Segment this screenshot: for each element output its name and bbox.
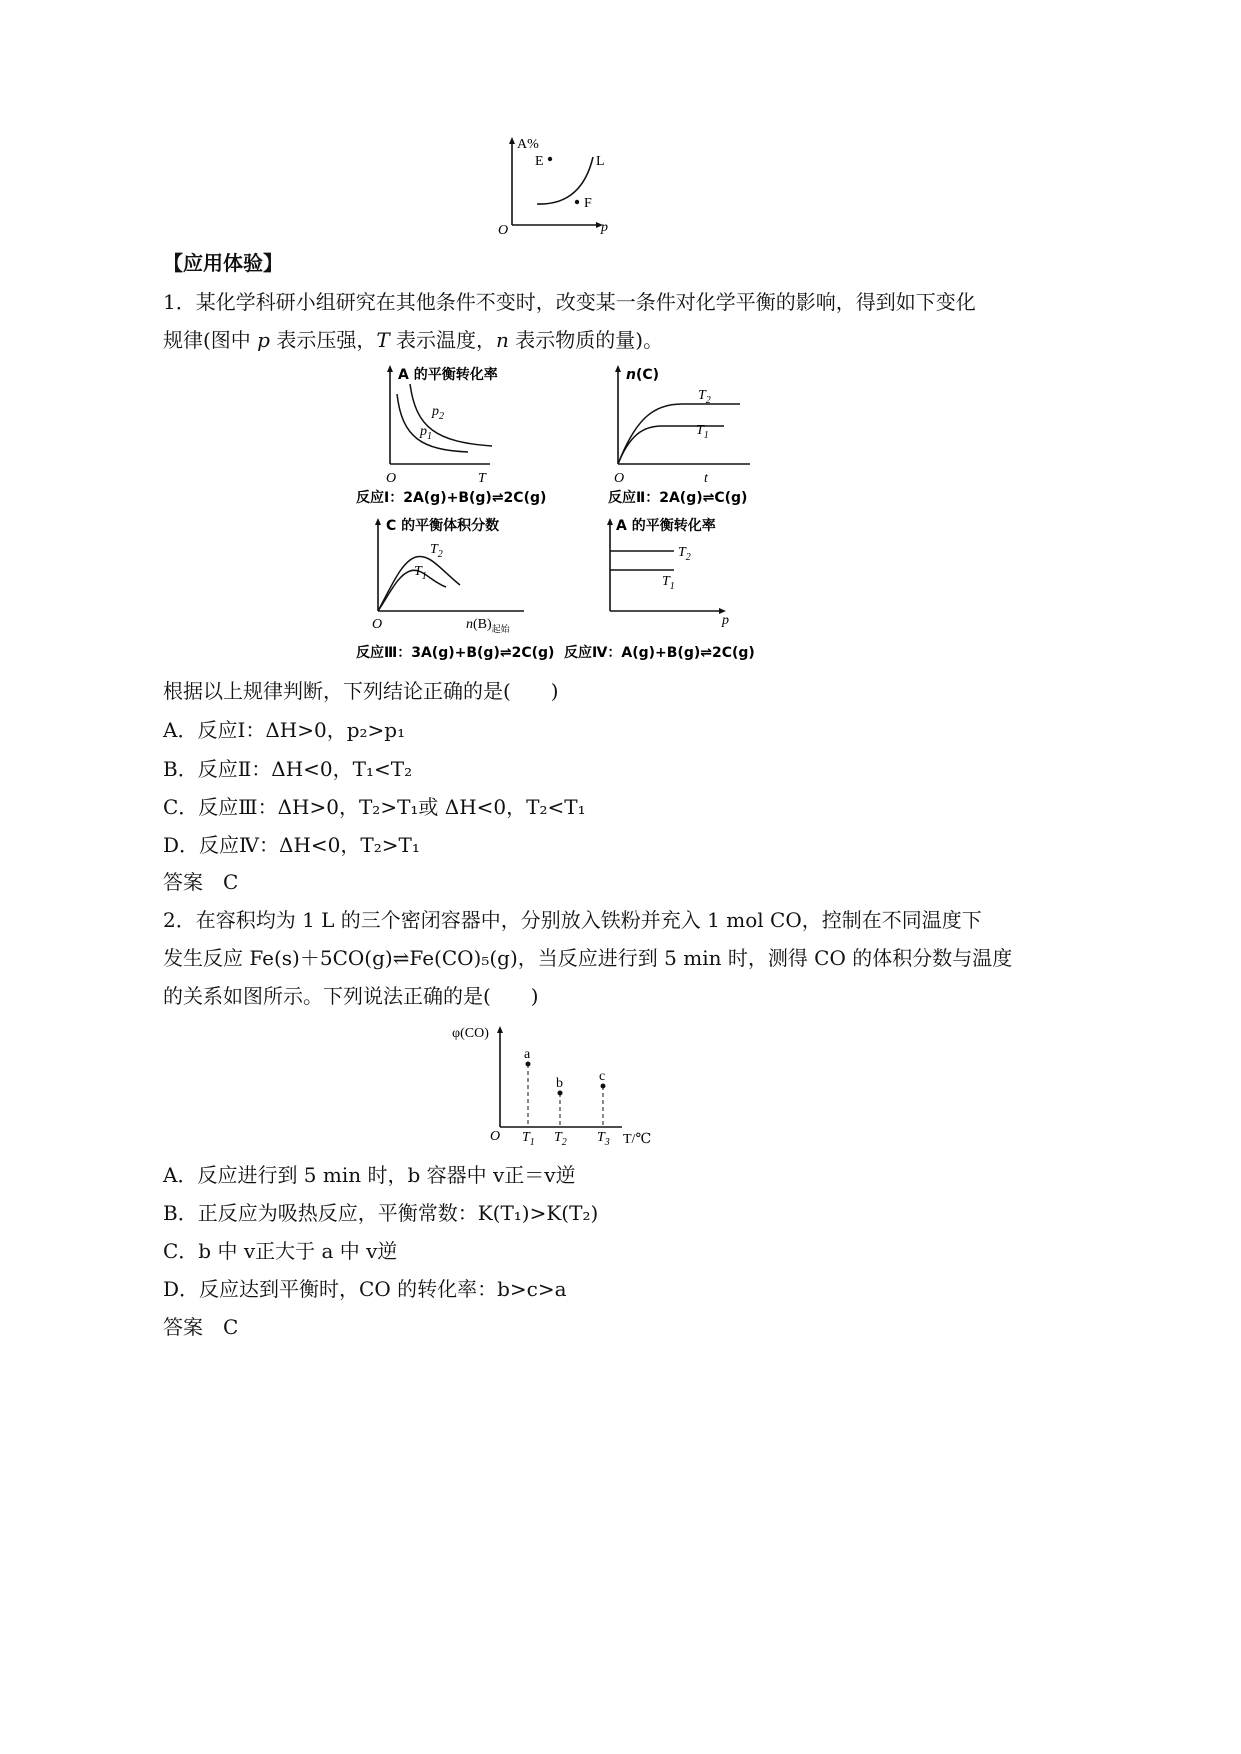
- chart2-series-t2: $T_2$: [698, 388, 711, 406]
- chart-reaction-4: [562, 515, 762, 667]
- chart2-x-label: t: [704, 471, 708, 486]
- chart1-series-p1: $p_1$: [420, 424, 432, 442]
- chart3-origin: O: [372, 617, 383, 632]
- chart3-series-t1: $T_1$: [414, 564, 427, 582]
- q1-line2-a: 规律(图中: [163, 328, 258, 352]
- chart-reaction-2: [602, 362, 772, 507]
- q2-chart-y-label: φ(CO): [452, 1026, 489, 1041]
- q2-option-a: A．反应进行到 5 min 时，b 容器中 v正＝v逆: [163, 1163, 576, 1187]
- q1-option-b: B．反应Ⅱ：ΔH<0，T₁<T₂: [163, 757, 413, 781]
- q2-chart-label-c: c: [599, 1069, 606, 1084]
- chart3-x-label: $n(B)_{起始}$: [466, 617, 510, 634]
- chart-reaction-3: [352, 515, 562, 667]
- chart4-caption: 反应Ⅳ：A(g)+B(g)⇌2C(g): [564, 645, 755, 661]
- chart-reaction-1: [352, 362, 562, 507]
- q2-answer-value: C: [223, 1315, 239, 1339]
- q2-chart-tick-t1: $T_1$: [522, 1130, 535, 1148]
- chart4-y-arrow: [607, 518, 613, 525]
- q1-answer-label: 答案: [163, 870, 203, 894]
- q2-text-line2: 发生反应 Fe(s)＋5CO(g)⇌Fe(CO)₅(g)，当反应进行到 5 min 时，测得 CO 的体积分数与温度: [163, 946, 1013, 970]
- q1-line2-c: 表示温度，: [389, 328, 497, 352]
- q2-text-line3: 的关系如图所示。下列说法正确的是( ): [163, 984, 539, 1008]
- chart3-caption: 反应Ⅲ：3A(g)+B(g)⇌2C(g): [356, 645, 555, 661]
- chart3-y-label: C 的平衡体积分数: [386, 518, 500, 534]
- q1-answer: [163, 872, 238, 892]
- q2-chart-point-c: [601, 1084, 606, 1089]
- q2-chart-label-b: b: [556, 1076, 563, 1091]
- chart1-y-arrow: [387, 365, 393, 372]
- q2-chart-tick-t2: $T_2$: [554, 1130, 567, 1148]
- chart1-y-label: A 的平衡转化率: [398, 367, 498, 383]
- chart2-series-t1: $T_1$: [696, 423, 709, 441]
- q2-chart-y-arrow: [497, 1026, 503, 1033]
- q2-chart: [450, 1020, 660, 1150]
- q2-text-line1: [163, 910, 982, 930]
- chart2-origin: O: [614, 471, 625, 486]
- chart2-y-arrow: [615, 365, 621, 372]
- top-figure-y-label: A%: [517, 137, 539, 152]
- chart4-series-t1: $T_1$: [662, 574, 675, 592]
- top-figure-x-label: p: [601, 220, 608, 235]
- chart1-curve-p1: [397, 394, 468, 452]
- chart2-y-label: n(C): [626, 367, 660, 383]
- q2-chart-label-a: a: [524, 1047, 531, 1062]
- top-figure: [495, 135, 625, 243]
- chart3-y-arrow: [375, 518, 381, 525]
- q2-chart-tick-t3: $T_3$: [597, 1130, 610, 1148]
- chart2-caption: 反应Ⅱ：2A(g)⇌C(g): [608, 490, 748, 506]
- top-figure-l-label: L: [596, 154, 605, 169]
- q1-question: 根据以上规律判断，下列结论正确的是( ): [163, 679, 559, 703]
- q1-line2-n: n: [496, 328, 509, 352]
- chart4-x-label: p: [722, 613, 729, 628]
- q2-answer-label: 答案: [163, 1315, 203, 1339]
- q1-line2-p: p: [257, 328, 270, 352]
- q1-option-d: D．反应Ⅳ：ΔH<0，T₂>T₁: [163, 833, 420, 857]
- chart4-series-t2: $T_2$: [678, 545, 691, 563]
- chart1-origin: O: [386, 471, 397, 486]
- section-heading: 【应用体验】: [163, 251, 283, 275]
- q1-text-line2: [163, 330, 663, 350]
- q2-number: 2．: [163, 908, 196, 932]
- q2-chart-point-a: [526, 1062, 531, 1067]
- q2-chart-x-label: T/℃: [623, 1132, 652, 1147]
- q2-option-d: D．反应达到平衡时，CO 的转化率：b>c>a: [163, 1277, 567, 1301]
- q2-chart-point-b: [558, 1091, 563, 1096]
- q1-number: 1．: [163, 290, 196, 314]
- q1-text-line1: [163, 292, 976, 312]
- q1-line2-b: 表示压强，: [269, 328, 377, 352]
- q2-answer: [163, 1317, 238, 1337]
- top-figure-f-label: F: [584, 196, 592, 211]
- chart1-x-label: T: [478, 471, 486, 486]
- q1-answer-value: C: [223, 870, 239, 894]
- top-figure-origin: O: [498, 223, 509, 238]
- chart3-series-t2: $T_2$: [430, 542, 443, 560]
- q1-line2-T: T: [376, 328, 390, 352]
- top-figure-e-label: E: [535, 154, 544, 169]
- chart1-series-p2: $p_2$: [432, 404, 444, 422]
- q2-option-b: B．正反应为吸热反应，平衡常数：K(T₁)>K(T₂): [163, 1201, 599, 1225]
- chart1-caption: 反应Ⅰ：2A(g)+B(g)⇌2C(g): [356, 490, 547, 506]
- q1-option-a: A．反应Ⅰ：ΔH>0，p₂>p₁: [163, 718, 406, 742]
- top-figure-y-arrow: [509, 137, 515, 144]
- q2-chart-origin: O: [490, 1129, 501, 1144]
- q2-option-c: C．b 中 v正大于 a 中 v逆: [163, 1239, 398, 1263]
- chart4-y-label: A 的平衡转化率: [616, 518, 716, 534]
- q1-line2-d: 表示物质的量)。: [508, 328, 664, 352]
- q1-option-c: C．反应Ⅲ：ΔH>0，T₂>T₁或 ΔH<0，T₂<T₁: [163, 795, 586, 819]
- top-figure-point-e: [548, 157, 552, 161]
- q1-line1: 某化学科研小组研究在其他条件不变时，改变某一条件对化学平衡的影响，得到如下变化: [195, 290, 976, 314]
- q2-line1: 在容积均为 1 L 的三个密闭容器中，分别放入铁粉并充入 1 mol CO，控制在不同温度下: [195, 908, 982, 932]
- top-figure-point-f: [575, 200, 579, 204]
